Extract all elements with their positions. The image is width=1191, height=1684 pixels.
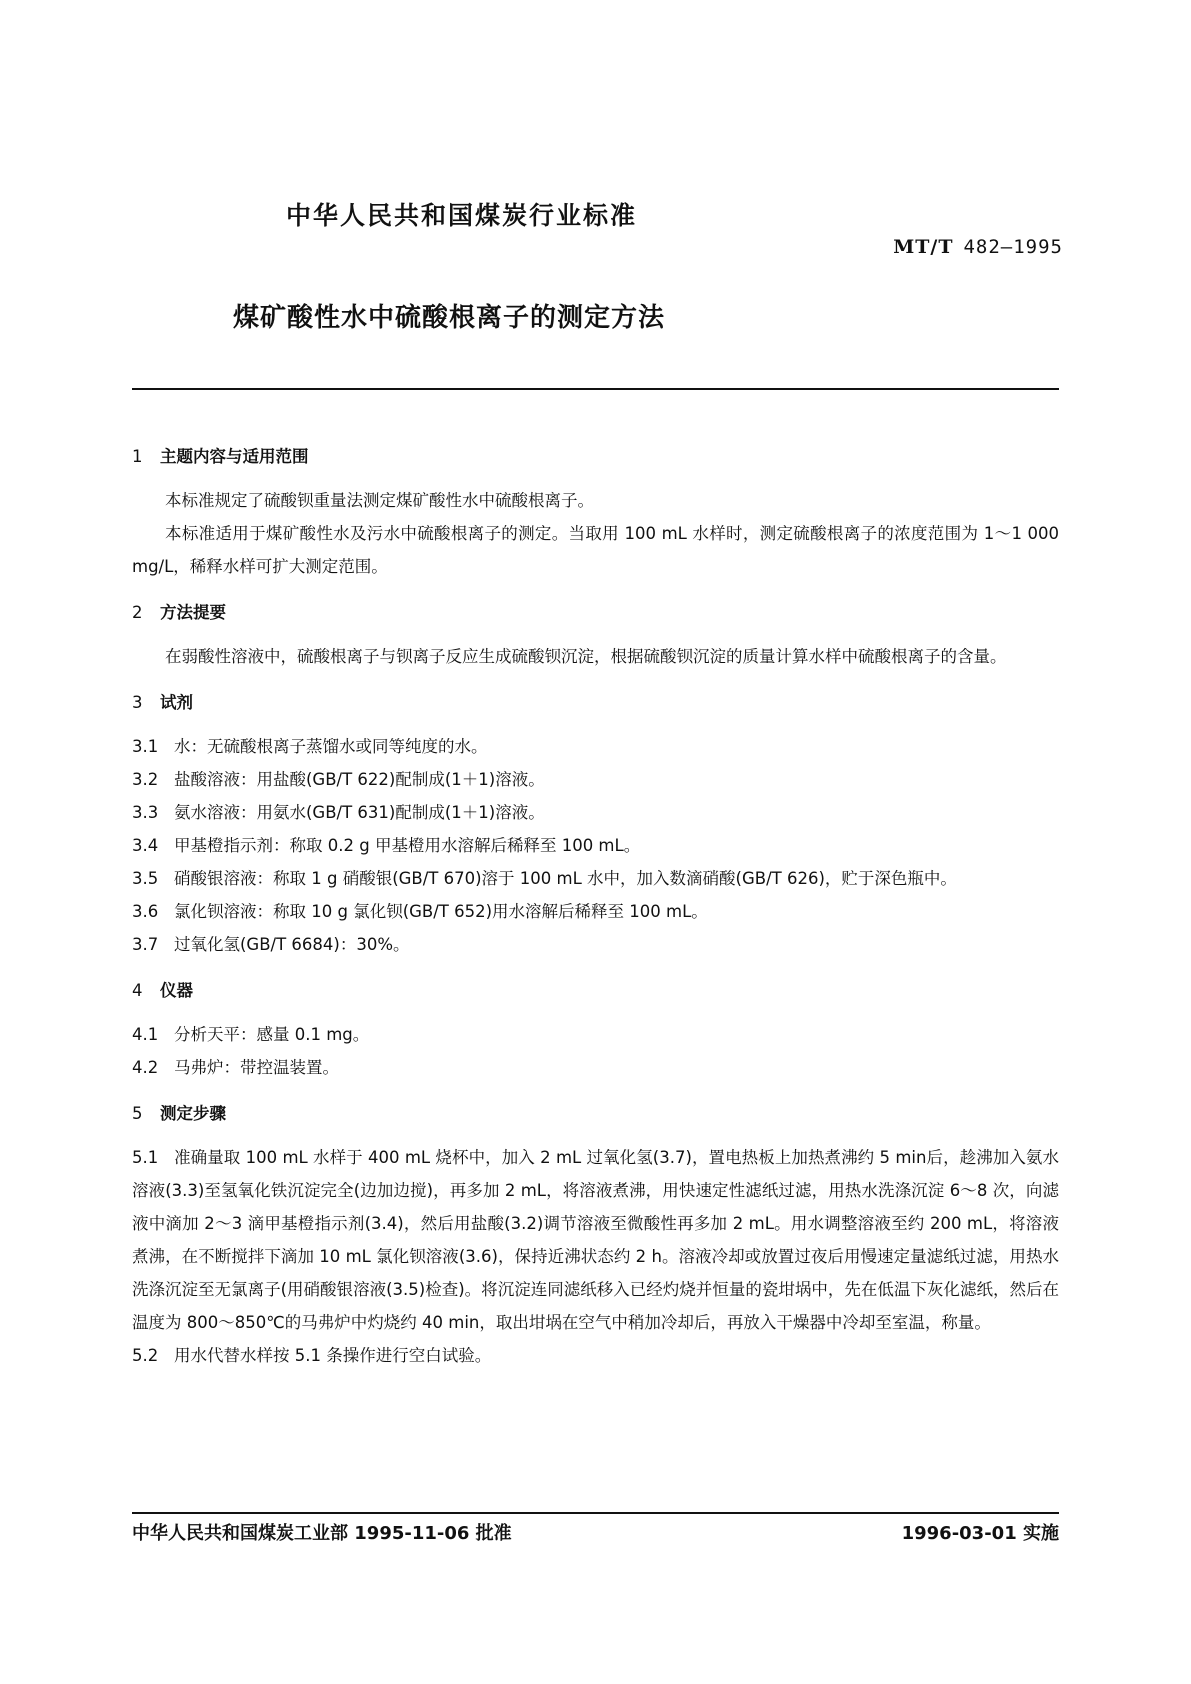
item-text: 用水代替水样按 5.1 条操作进行空白试验。 — [174, 1346, 492, 1365]
section-number: 4 — [132, 981, 143, 1000]
section-title: 方法提要 — [160, 603, 226, 622]
instrument-item — [132, 1051, 1059, 1084]
procedure-item — [132, 1339, 1059, 1372]
section-title: 仪器 — [160, 981, 193, 1000]
implementation-date: 1996-03-01 实施 — [901, 1523, 1059, 1544]
item-number: 3.6 — [132, 902, 159, 921]
section-number: 3 — [132, 693, 143, 712]
item-number: 4.1 — [132, 1025, 159, 1044]
item-number: 3.5 — [132, 869, 159, 888]
standard-number — [893, 236, 1063, 258]
item-number: 3.7 — [132, 935, 159, 954]
section-number: 2 — [132, 603, 143, 622]
standard-type: 中华人民共和国煤炭行业标准 — [286, 201, 638, 230]
section-4-heading — [132, 974, 1059, 1007]
section-2-heading — [132, 596, 1059, 629]
item-text: 硝酸银溶液：称取 1 g 硝酸银(GB/T 670)溶于 100 mL 水中，加入数滴硝酸(GB/T 626)，贮于深色瓶中。 — [174, 869, 957, 888]
item-number: 4.2 — [132, 1058, 159, 1077]
section-title: 试剂 — [160, 693, 193, 712]
item-text: 分析天平：感量 0.1 mg。 — [174, 1025, 370, 1044]
header-divider — [132, 388, 1059, 390]
item-number: 3.4 — [132, 836, 159, 855]
section-1-heading — [132, 440, 1059, 473]
footer-divider — [132, 1512, 1059, 1514]
reagent-item — [132, 895, 1059, 928]
item-text: 马弗炉：带控温装置。 — [174, 1058, 339, 1077]
section-1-paragraph-1: 本标准规定了硫酸钡重量法测定煤矿酸性水中硫酸根离子。 — [165, 491, 594, 510]
procedure-item — [132, 1141, 1059, 1339]
section-2-paragraph-1: 在弱酸性溶液中，硫酸根离子与钡离子反应生成硫酸钡沉淀，根据硫酸钡沉淀的质量计算水样中硫酸根离子的含量。 — [165, 647, 1007, 666]
item-text: 准确量取 100 mL 水样于 400 mL 烧杯中，加入 2 mL 过氧化氢(3.7)，置电热板上加热煮沸约 5 min后，趁沸加入氨水溶液(3.3)至氢氧化铁沉淀完全(边加边搅)，再多加 2 mL，将溶液煮沸，用快速定性滤纸过滤，用热水洗涤沉淀 6～8 次，向滤液中滴加 2～3 滴甲基橙指示剂(3.4)，然后用盐酸(3.2)调节溶液至微酸性再多加 2 mL。用水调整溶液至约 200 mL，将溶液煮沸，在不断搅拌下滴加 10 mL 氯化钡溶液(3.6)，保持近沸状态约 2 h。溶液冷却或放置过夜后用慢速定量滤纸过滤，用热水洗涤沉淀至无氯离子(用硝酸银溶液(3.5)检查)。将沉淀连同滤纸移入已经灼烧并恒量的瓷坩埚中，先在低温下灰化滤纸，然后在温度为 800～850℃的马弗炉中灼烧约 40 min，取出坩埚在空气中稍加冷却后，再放入干燥器中冷却至室温，称量。 — [132, 1148, 1059, 1332]
item-text: 水：无硫酸根离子蒸馏水或同等纯度的水。 — [174, 737, 488, 756]
reagent-item — [132, 796, 1059, 829]
item-text: 甲基橙指示剂：称取 0.2 g 甲基橙用水溶解后稀释至 100 mL。 — [174, 836, 641, 855]
item-number: 3.2 — [132, 770, 159, 789]
item-text: 氯化钡溶液：称取 10 g 氯化钡(GB/T 652)用水溶解后稀释至 100 mL。 — [174, 902, 708, 921]
section-title: 主题内容与适用范围 — [160, 447, 309, 466]
reagent-item — [132, 862, 1059, 895]
item-number: 3.3 — [132, 803, 159, 822]
item-text: 盐酸溶液：用盐酸(GB/T 622)配制成(1＋1)溶液。 — [174, 770, 545, 789]
reagent-item — [132, 730, 1059, 763]
item-number: 3.1 — [132, 737, 159, 756]
item-number: 5.1 — [132, 1148, 159, 1167]
item-text: 过氧化氢(GB/T 6684)：30%。 — [174, 935, 410, 954]
reagent-item — [132, 763, 1059, 796]
item-number: 5.2 — [132, 1346, 159, 1365]
reagent-item — [132, 928, 1059, 961]
section-3-heading — [132, 686, 1059, 719]
approval-line: 中华人民共和国煤炭工业部 1995-11-06 批准 — [132, 1523, 512, 1544]
instrument-item — [132, 1018, 1059, 1051]
document-body — [132, 440, 1059, 1372]
section-number: 1 — [132, 447, 143, 466]
section-title: 测定步骤 — [160, 1104, 226, 1123]
reagent-item — [132, 829, 1059, 862]
section-number: 5 — [132, 1104, 143, 1123]
section-1-paragraph-2: 本标准适用于煤矿酸性水及污水中硫酸根离子的测定。当取用 100 mL 水样时，测定硫酸根离子的浓度范围为 1～1 000 mg/L，稀释水样可扩大测定范围。 — [132, 524, 1059, 576]
document-title: 煤矿酸性水中硫酸根离子的测定方法 — [233, 303, 666, 333]
standard-year-number: 482—1995 — [963, 236, 1063, 258]
item-text: 氨水溶液：用氨水(GB/T 631)配制成(1＋1)溶液。 — [174, 803, 545, 822]
standard-code: MT/T — [893, 236, 954, 258]
section-5-heading — [132, 1097, 1059, 1130]
